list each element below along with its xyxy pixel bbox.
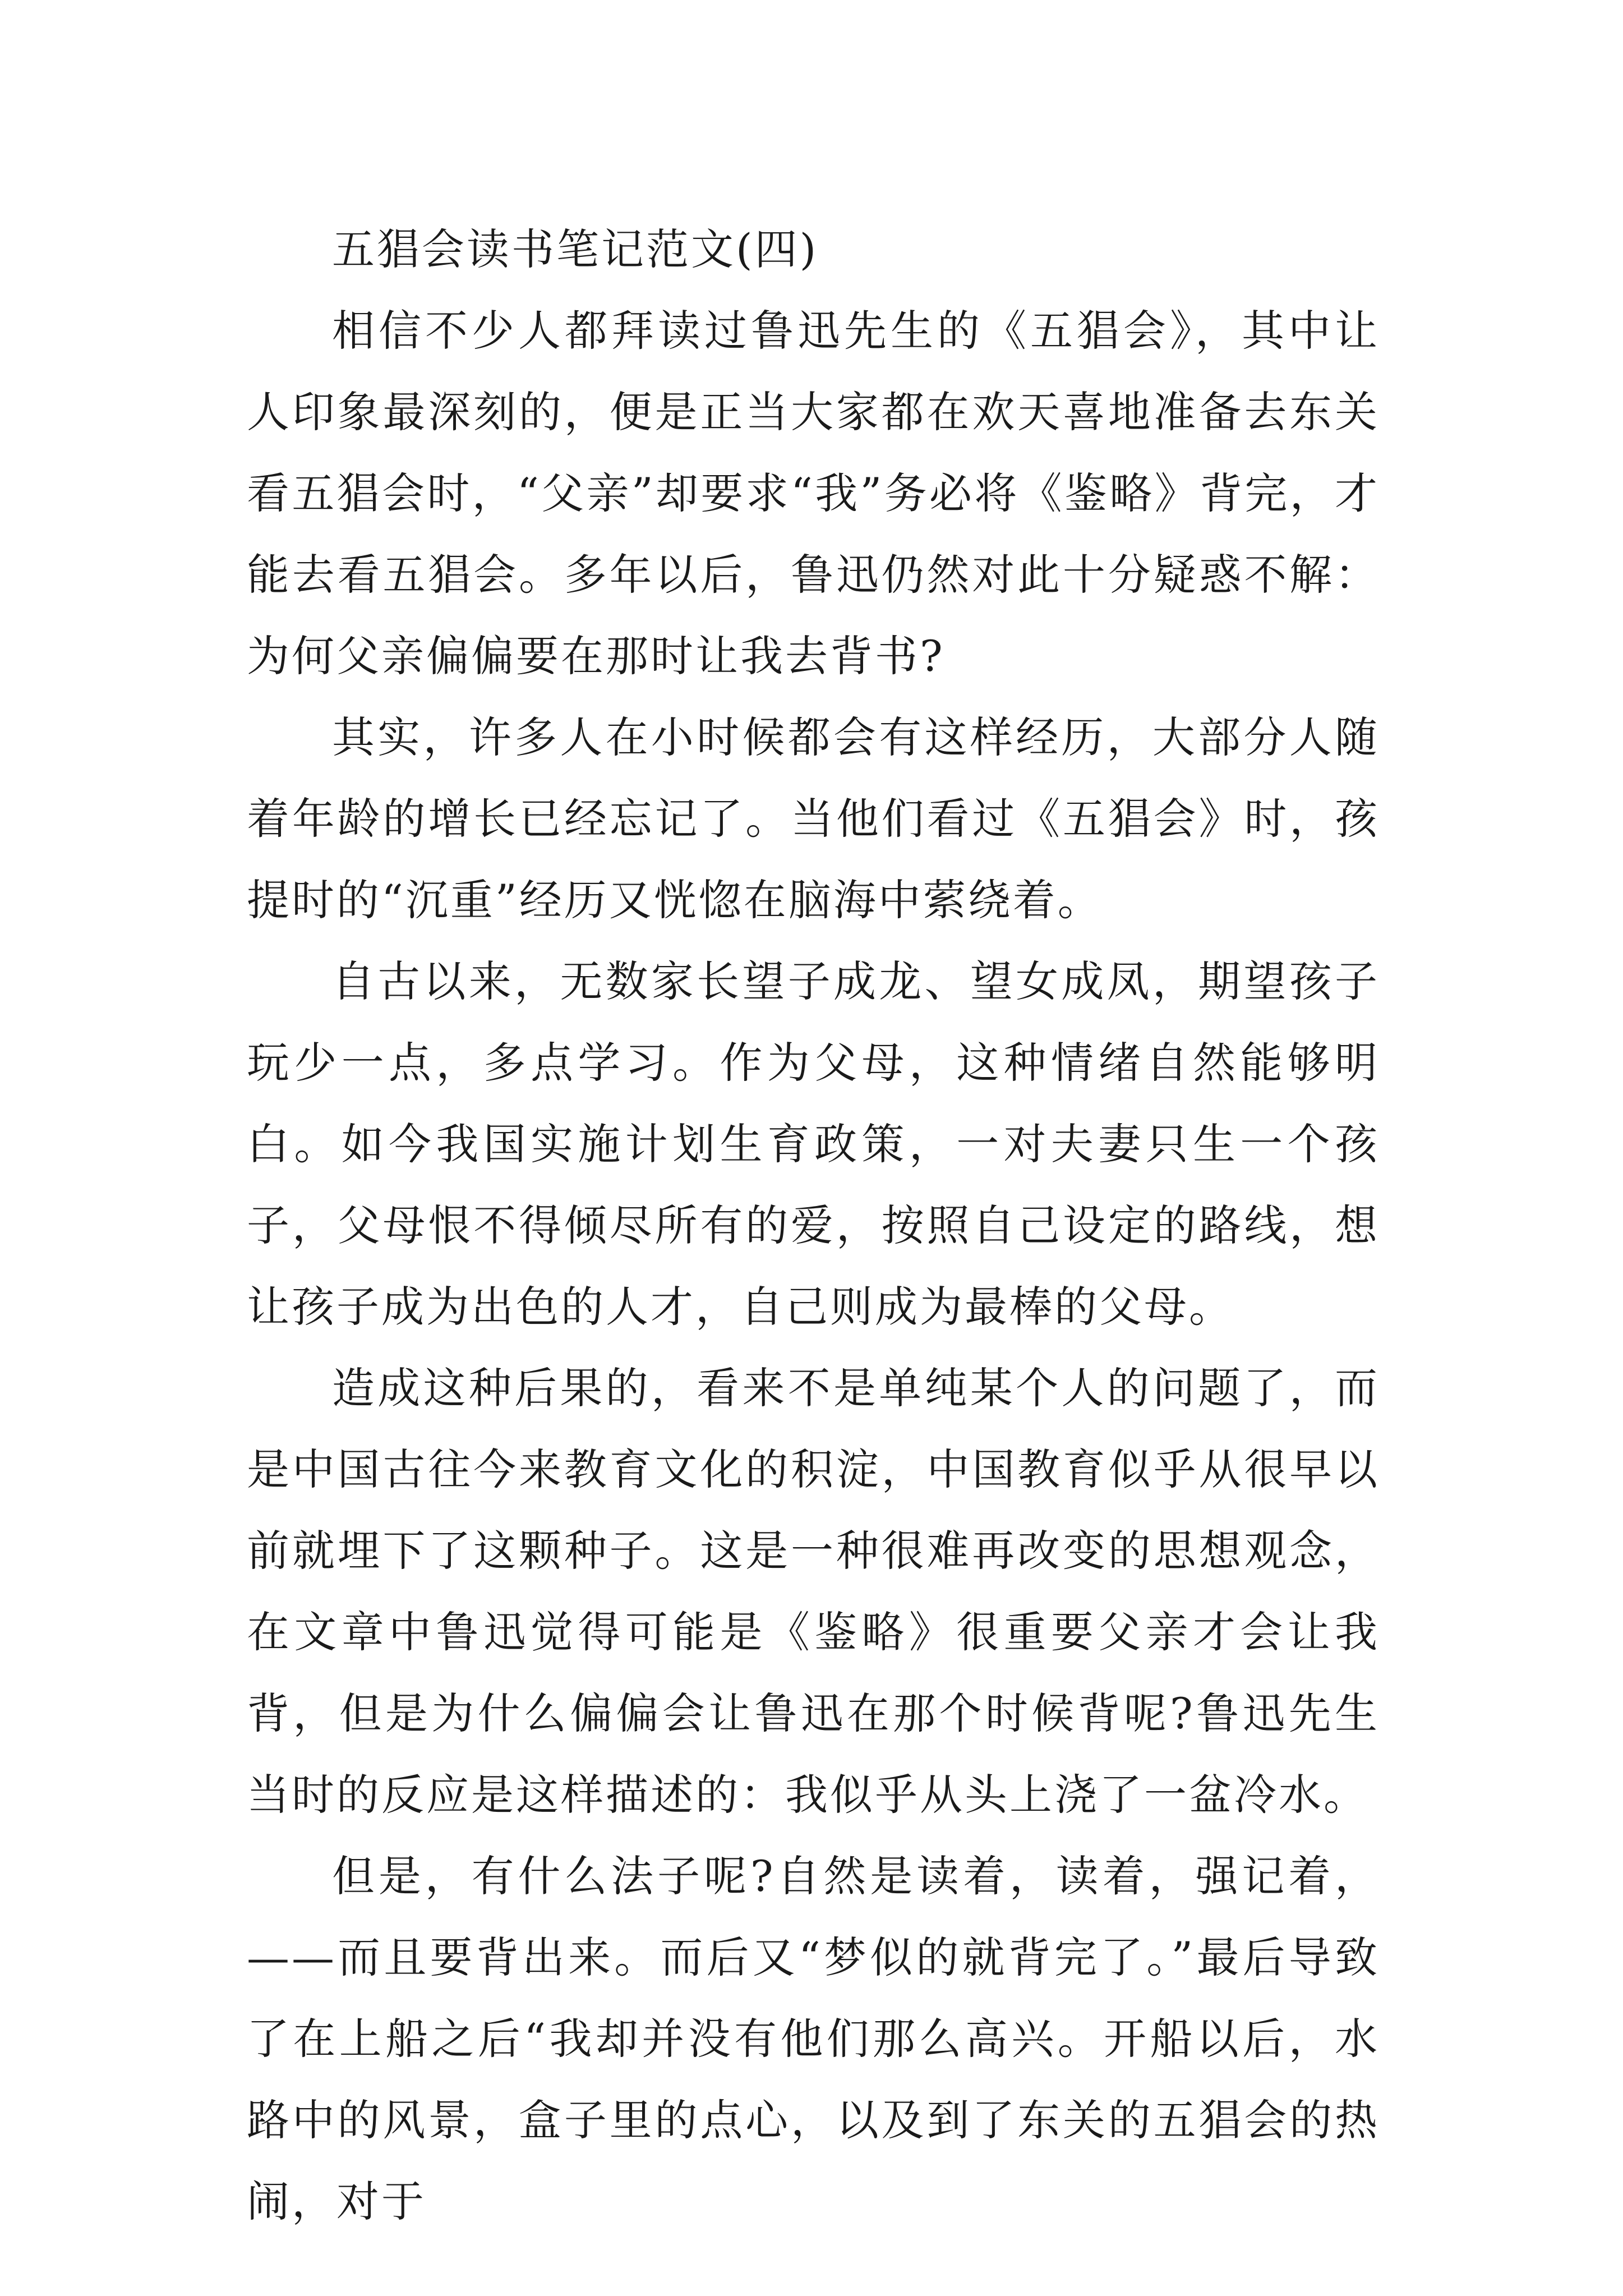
paragraph-4: 造成这种后果的，看来不是单纯某个人的问题了，而是中国古往今来教育文化的积淀，中国教育似乎从很早以前就埋下了这颗种子。这是一种很难再改变的思想观念，在文章中鲁迅觉得可能是《鉴略》很重要父亲才会让我背，但是为什么偏偏会让鲁迅在那个时候背呢?鲁迅先生当时的反应是这样描述的：我似乎从头上浇了一盆冷水。 — [247, 1363, 1380, 1820]
document-body — [247, 209, 1380, 2242]
paragraph-5: 但是，有什么法子呢?自然是读着，读着，强记着，——而且要背出来。而后又“梦似的就背完了。”最后导致了在上船之后“我却并没有他们那么高兴。开船以后，水路中的风景，盒子里的点心，以及到了东关的五猖会的热闹，对于 — [247, 1851, 1380, 2226]
paragraph-1: 相信不少人都拜读过鲁迅先生的《五猖会》，其中让人印象最深刻的，便是正当大家都在欢天喜地准备去东关看五猖会时，“父亲”却要求“我”务必将《鉴略》背完，才能去看五猖会。多年以后，鲁迅仍然对此十分疑惑不解：为何父亲偏偏要在那时让我去背书? — [247, 306, 1380, 681]
paragraph-2: 其实，许多人在小时候都会有这样经历，大部分人随着年龄的增长已经忘记了。当他们看过《五猖会》时，孩提时的“沉重”经历又恍惚在脑海中萦绕着。 — [247, 712, 1380, 925]
document-title: 五猖会读书笔记范文(四) — [332, 224, 819, 274]
paragraph-3: 自古以来，无数家长望子成龙、望女成凤，期望孩子玩少一点，多点学习。作为父母，这种情绪自然能够明白。如今我国实施计划生育政策，一对夫妻只生一个孩子，父母恨不得倾尽所有的爱，按照自己设定的路线，想让孩子成为出色的人才，自己则成为最棒的父母。 — [247, 956, 1380, 1332]
